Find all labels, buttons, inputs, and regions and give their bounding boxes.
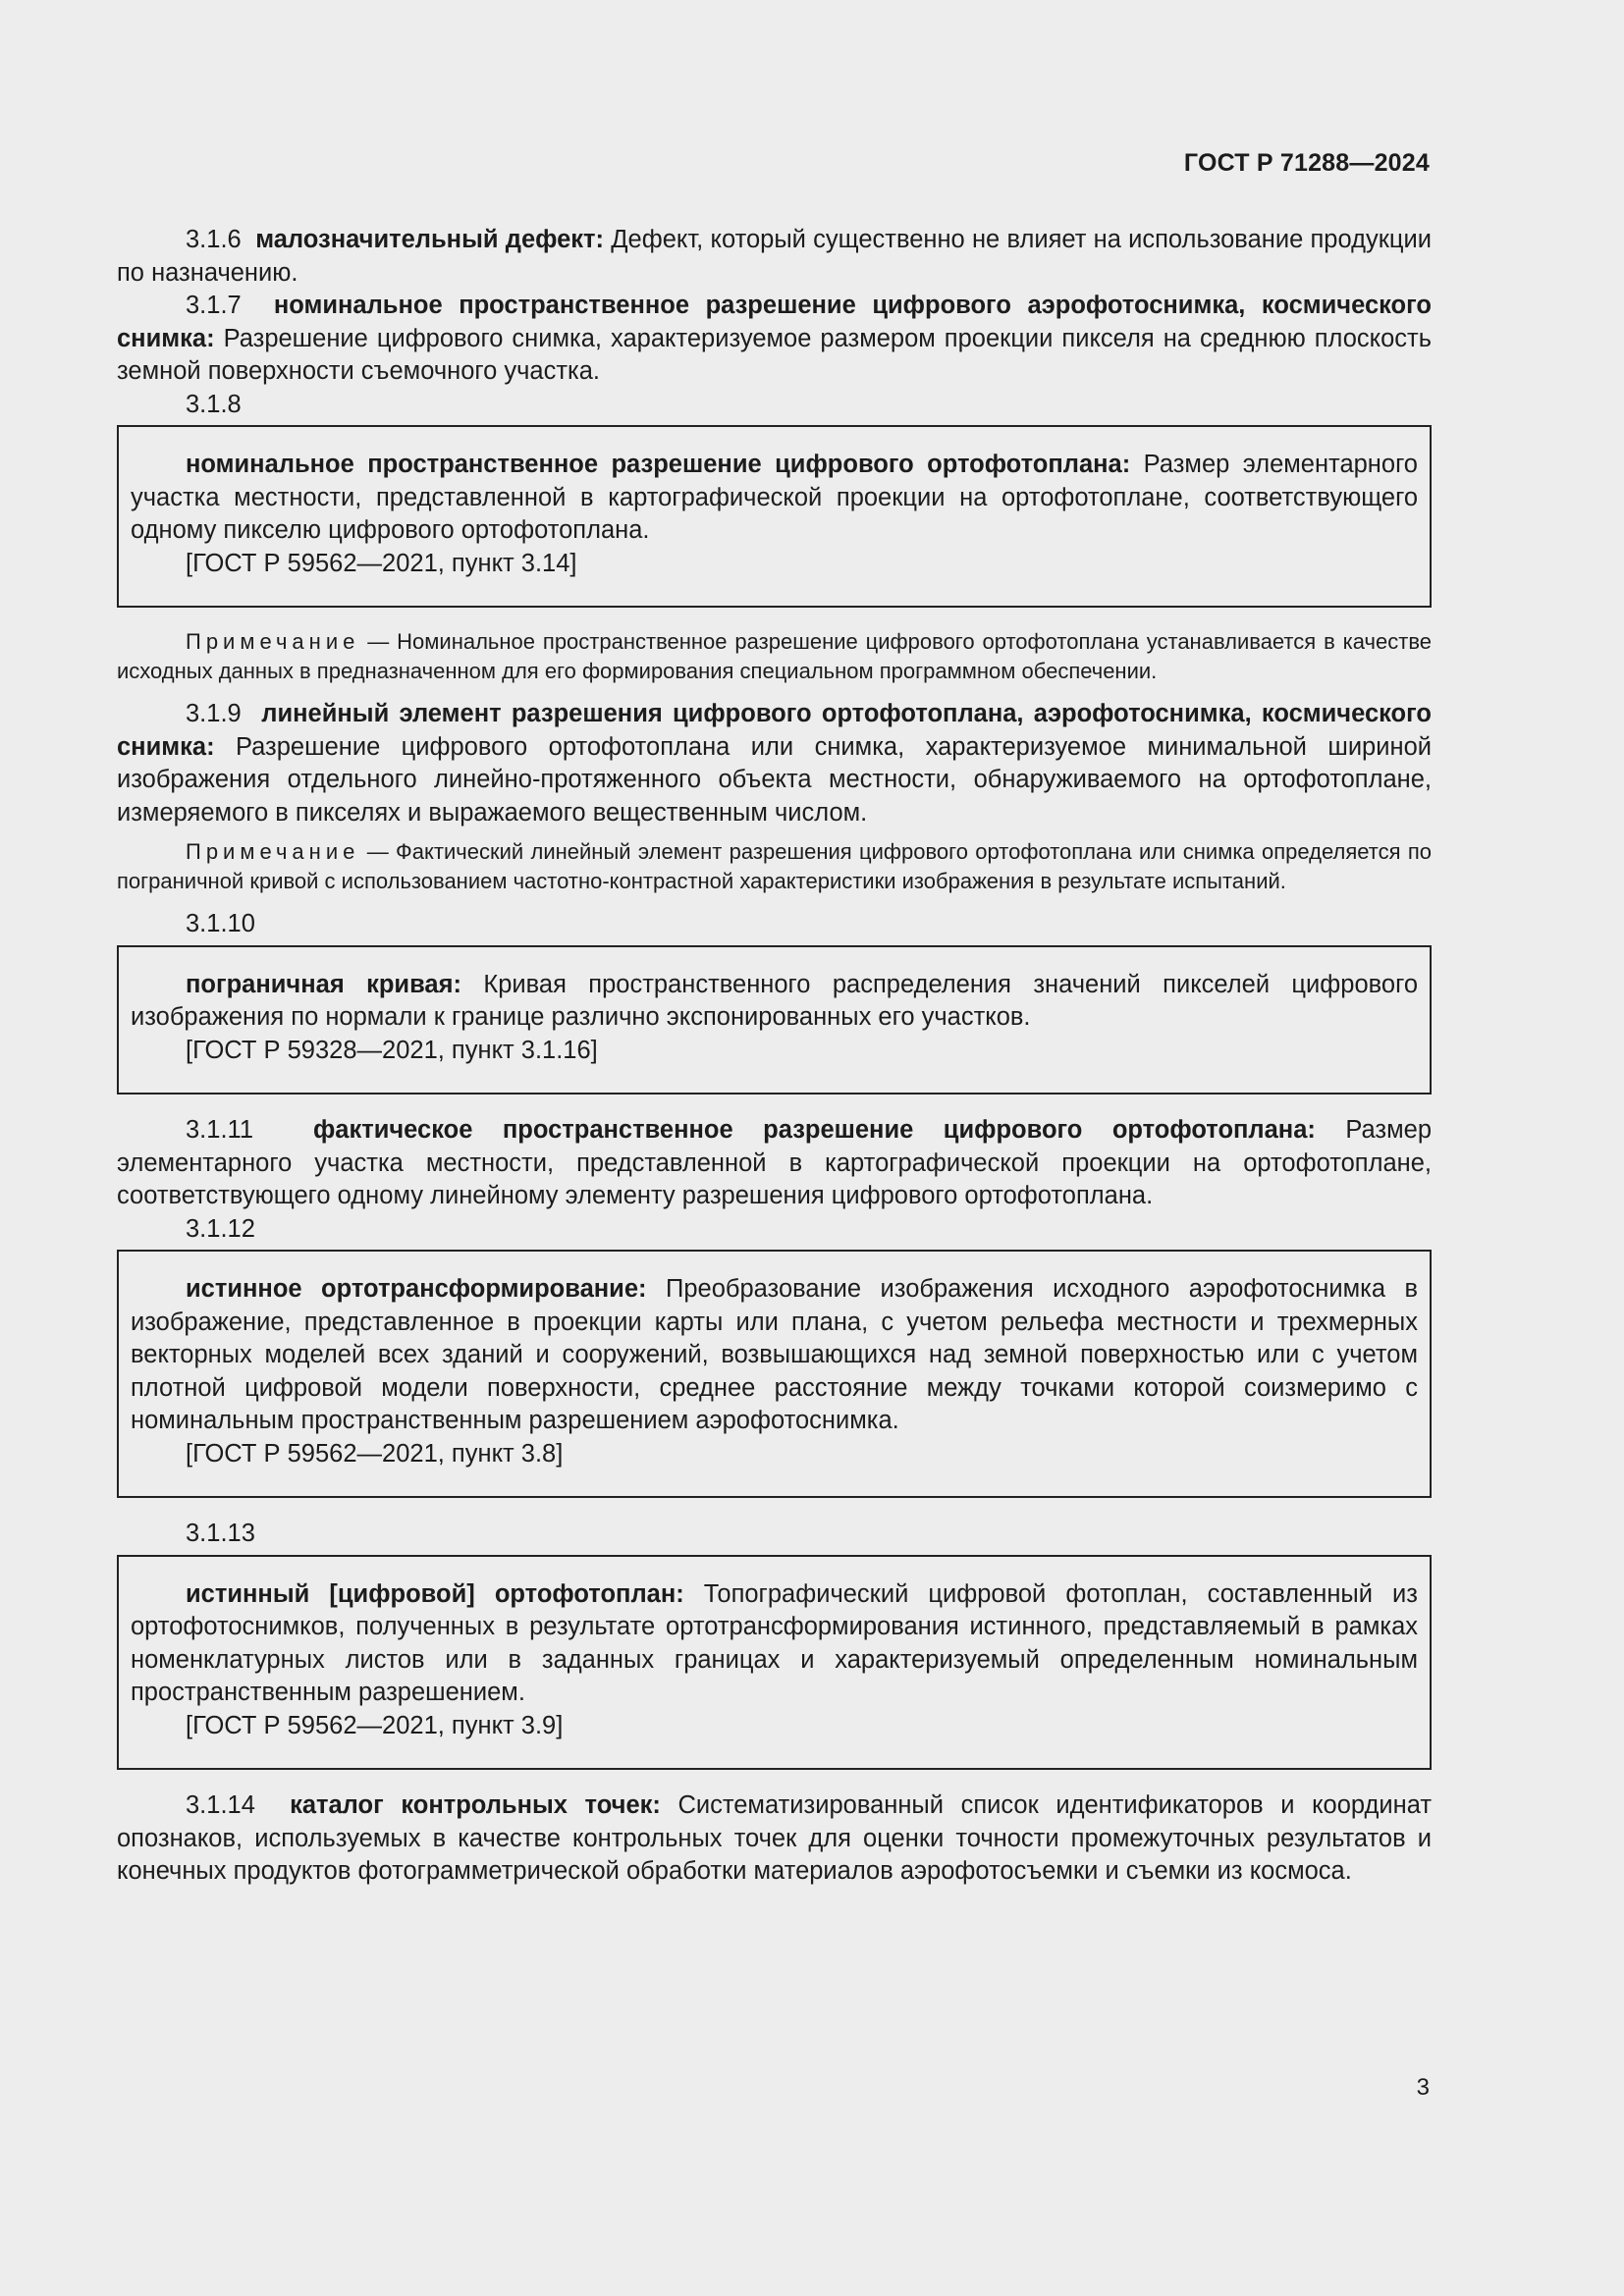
item-number: 3.1.9 — [186, 700, 242, 727]
item-definition: Дефект, который существенно не влияет на использование продукции по назначению. — [117, 226, 1432, 287]
item-definition: Топографический цифровой фотоплан, составленный из ортофотоснимков, полученных в результате ортотрансформирования истинного, представляемый в рамках номенклатурных листов или в заданных границах и характеризуемый определенным номинальным пространственным разрешением. — [131, 1579, 1418, 1706]
note-label: Примечание — [186, 839, 360, 864]
term-box-3-1-10 — [117, 945, 1432, 1095]
item-3-1-14 — [117, 1789, 1432, 1889]
item-3-1-9 — [117, 698, 1432, 829]
boxed-definition — [131, 1273, 1418, 1438]
item-number: 3.1.13 — [186, 1520, 255, 1547]
item-3-1-7 — [117, 290, 1432, 389]
note-2 — [117, 837, 1432, 896]
note-label: Примечание — [186, 629, 360, 654]
item-definition: Преобразование изображения исходного аэрофотоснимка в изображение, представленное в проекции карты или плана, с учетом рельефа местности и трехмерных векторных моделей всех зданий и сооружений, возвышающихся над земной поверхностью или с учетом плотной цифровой модели поверхности, среднее расстояние между точками которой соизмеримо с номинальным пространственным разрешением аэрофотоснимка. — [131, 1275, 1419, 1434]
item-term: номинальное пространственное разрешение цифрового аэрофотоснимка, космического снимка: — [117, 292, 1432, 352]
page-number: 3 — [1416, 2074, 1430, 2101]
item-number: 3.1.12 — [186, 1214, 255, 1243]
item-number: 3.1.14 — [186, 1791, 255, 1819]
note-1 — [117, 627, 1432, 686]
item-term: фактическое пространственное разрешение цифрового ортофотоплана: — [312, 1116, 1316, 1144]
item-term: номинальное пространственное разрешение цифрового ортофотоплана: — [186, 451, 1131, 478]
item-term: истинный [цифровой] ортофотоплан: — [186, 1579, 684, 1608]
source-reference: [ГОСТ Р 59328—2021, пункт 3.1.16] — [186, 1036, 598, 1064]
item-number: 3.1.8 — [186, 390, 242, 418]
term-box-3-1-13 — [117, 1555, 1432, 1771]
item-term: истинное ортотрансформирование: — [186, 1275, 647, 1303]
term-box-3-1-12 — [117, 1250, 1432, 1498]
item-number: 3.1.6 — [186, 226, 242, 253]
item-number: 3.1.7 — [186, 292, 242, 319]
document-header: ГОСТ Р 71288—2024 — [1183, 149, 1430, 177]
source-reference: [ГОСТ Р 59562—2021, пункт 3.8] — [186, 1439, 564, 1468]
item-term: линейный элемент разрешения цифрового ортофотоплана, аэрофотоснимка, космического снимка: — [117, 700, 1432, 761]
note-text: — Номинальное пространственное разрешение цифрового ортофотоплана устанавливается в качестве исходных данных в предназначенном для его формирования специальном программном обеспечении. — [117, 629, 1432, 683]
term-box-3-1-8 — [117, 425, 1432, 608]
note-text: — Фактический линейный элемент разрешения цифрового ортофотоплана или снимка определяется по пограничной кривой с использованием частотно-контрастной характеристики изображения в результате испытаний. — [117, 839, 1432, 893]
item-definition: Разрешение цифрового снимка, характеризуемое размером проекции пикселя на среднюю плоскость земной поверхности съемочного участка. — [117, 324, 1432, 385]
item-number: 3.1.10 — [186, 910, 255, 937]
boxed-definition — [131, 969, 1418, 1035]
item-3-1-6 — [117, 224, 1432, 290]
item-definition: Разрешение цифрового ортофотоплана или снимка, характеризуемое минимальной шириной изображения отдельного линейно-протяженного объекта местности, обнаруживаемого на ортофотоплане, измеряемого в пикселях и выражаемого вещественным числом. — [117, 732, 1432, 827]
document-body — [117, 224, 1432, 1889]
item-number: 3.1.11 — [186, 1116, 254, 1144]
item-term: каталог контрольных точек: — [290, 1791, 661, 1819]
source-reference: [ГОСТ Р 59562—2021, пункт 3.9] — [186, 1711, 564, 1739]
item-term: пограничная кривая: — [186, 970, 461, 998]
item-term: малозначительный дефект: — [255, 226, 605, 253]
boxed-definition — [131, 449, 1418, 548]
item-definition: Размер элементарного участка местности, представленной в картографической проекции на ортофотоплане, соответствующего одному линейному элементу разрешения цифрового ортофотоплана. — [117, 1116, 1432, 1209]
item-3-1-11 — [117, 1114, 1432, 1213]
source-reference: [ГОСТ Р 59562—2021, пункт 3.14] — [186, 549, 577, 577]
boxed-definition — [131, 1578, 1418, 1710]
item-definition: Размер элементарного участка местности, представленной в картографической проекции на ортофотоплане, соответствующего одному пикселю цифрового ортофотоплана. — [131, 451, 1418, 544]
item-definition: Систематизированный список идентификаторов и координат опознаков, используемых в качестве контрольных точек для оценки точности промежуточных результатов и конечных продуктов фотограмметрической обработки материалов аэрофотосъемки и съемки из космоса. — [117, 1791, 1432, 1885]
item-definition: Кривая пространственного распределения значений пикселей цифрового изображения по нормали к границе различно экспонированных его участков. — [131, 970, 1418, 1031]
